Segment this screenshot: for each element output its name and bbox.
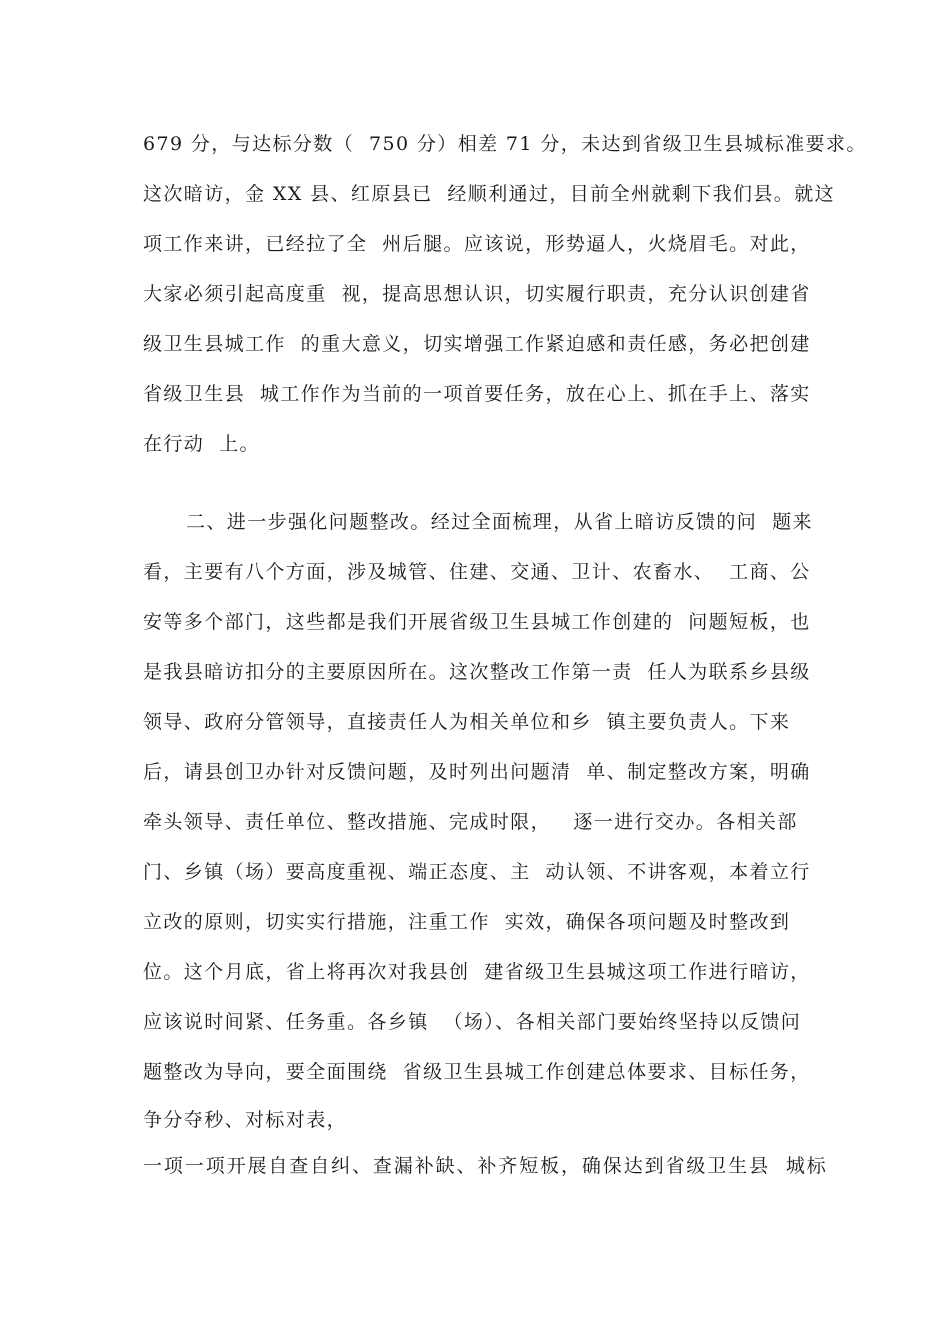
- text-line: 门、乡镇（场）要高度重视、端正态度、主 动认领、不讲客观，本着立行: [143, 861, 811, 883]
- text-line: 在行动 上。: [143, 433, 260, 455]
- text-line: 一项一项开展自查自纠、查漏补缺、补齐短板，确保达到省级卫生县 城标: [143, 1155, 828, 1177]
- text-line: 争分夺秒、对标对表，: [143, 1109, 348, 1131]
- text-line: 二、进一步强化问题整改。经过全面梳理，从省上暗访反馈的问 题来: [186, 511, 813, 533]
- text-line: 位。这个月底，省上将再次对我县创 建省级卫生县城这项工作进行暗访，: [143, 961, 811, 983]
- text-line: 立改的原则，切实实行措施，注重工作 实效，确保各项问题及时整改到: [143, 911, 791, 933]
- text-line: 大家必须引起高度重 视，提高思想认识，切实履行职责，充分认识创建省: [143, 283, 811, 305]
- text-line: 题整改为导向，要全面围绕 省级卫生县城工作创建总体要求、目标任务，: [143, 1061, 811, 1083]
- text-line: 安等多个部门，这些都是我们开展省级卫生县城工作创建的 问题短板，也: [143, 611, 811, 633]
- text-line: 牵头领导、责任单位、整改措施、完成时限， 逐一进行交办。各相关部: [143, 811, 798, 833]
- text-line: 679 分，与达标分数（ 750 分）相差 71 分，未达到省级卫生县城标准要求。: [143, 133, 867, 155]
- text-line: 项工作来讲，已经拉了全 州后腿。应该说，形势逼人，火烧眉毛。对此，: [143, 233, 811, 255]
- text-line: 领导、政府分管领导，直接责任人为相关单位和乡 镇主要负责人。下来: [143, 711, 791, 733]
- text-line: 应该说时间紧、任务重。各乡镇 （场）、各相关部门要始终坚持以反馈问: [143, 1011, 802, 1033]
- text-line: 后，请县创卫办针对反馈问题，及时列出问题清 单、制定整改方案，明确: [143, 761, 811, 783]
- text-line: 级卫生县城工作 的重大意义，切实增强工作紧迫感和责任感，务必把创建: [143, 333, 811, 355]
- text-line: 看，主要有八个方面，涉及城管、住建、交通、卫计、农畜水、 工商、公: [143, 561, 811, 583]
- text-line: 这次暗访，金 XX 县、红原县已 经顺利通过，目前全州就剩下我们县。就这: [143, 183, 836, 205]
- text-line: 是我县暗访扣分的主要原因所在。这次整改工作第一责 任人为联系乡县级: [143, 661, 811, 683]
- text-line: 省级卫生县 城工作作为当前的一项首要任务，放在心上、抓在手上、落实: [143, 383, 811, 405]
